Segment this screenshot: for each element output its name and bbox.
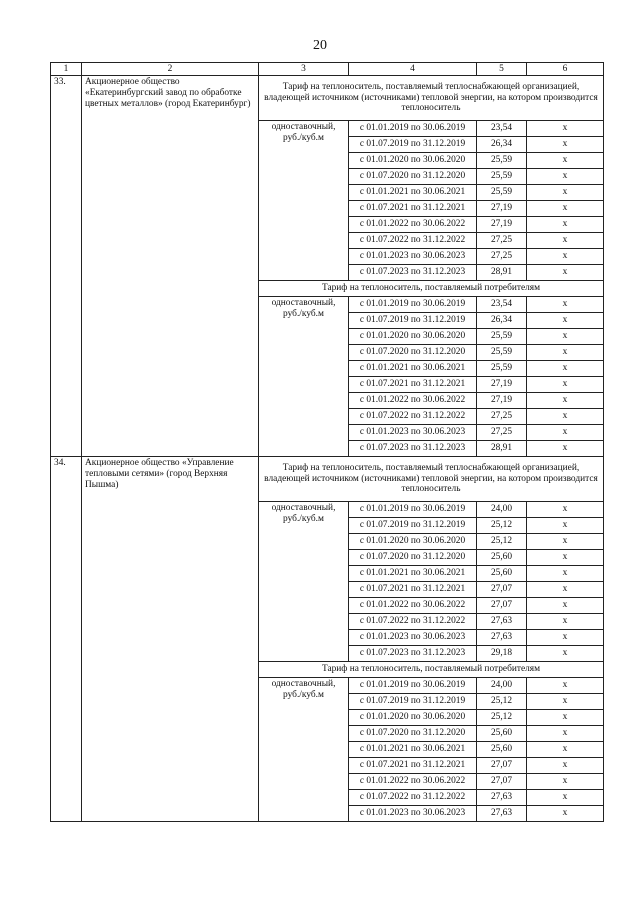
tariff-extra: х <box>527 425 604 441</box>
tariff-period: с 01.07.2020 по 31.12.2020 <box>349 345 477 361</box>
tariff-extra: х <box>527 441 604 457</box>
tariff-period: с 01.07.2019 по 31.12.2019 <box>349 137 477 153</box>
tariff-value: 27,07 <box>477 598 527 614</box>
tariff-value: 27,63 <box>477 790 527 806</box>
column-number: 1 <box>51 63 82 76</box>
tariff-period: с 01.01.2023 по 30.06.2023 <box>349 425 477 441</box>
tariff-value: 27,25 <box>477 409 527 425</box>
page-number: 20 <box>313 38 327 53</box>
tariff-period: с 01.07.2023 по 31.12.2023 <box>349 441 477 457</box>
tariff-extra: х <box>527 582 604 598</box>
tariff-value: 27,19 <box>477 377 527 393</box>
tariff-period: с 01.01.2022 по 30.06.2022 <box>349 774 477 790</box>
tariff-value: 25,12 <box>477 710 527 726</box>
tariff-value: 25,12 <box>477 518 527 534</box>
tariff-extra: х <box>527 329 604 345</box>
tariff-extra: х <box>527 393 604 409</box>
tariff-unit: одноставочный, руб./куб.м <box>259 678 349 822</box>
tariff-extra: х <box>527 646 604 662</box>
tariff-value: 25,59 <box>477 153 527 169</box>
tariff-extra: х <box>527 169 604 185</box>
column-number: 3 <box>259 63 349 76</box>
tariff-value: 24,00 <box>477 502 527 518</box>
tariff-period: с 01.07.2020 по 31.12.2020 <box>349 726 477 742</box>
tariff-period: с 01.01.2021 по 30.06.2021 <box>349 185 477 201</box>
tariff-period: с 01.07.2021 по 31.12.2021 <box>349 758 477 774</box>
tariff-period: с 01.01.2020 по 30.06.2020 <box>349 329 477 345</box>
tariff-period: с 01.07.2023 по 31.12.2023 <box>349 646 477 662</box>
tariff-extra: х <box>527 550 604 566</box>
tariff-period: с 01.01.2021 по 30.06.2021 <box>349 566 477 582</box>
tariff-extra: х <box>527 153 604 169</box>
tariff-period: с 01.01.2020 по 30.06.2020 <box>349 710 477 726</box>
tariff-period: с 01.01.2021 по 30.06.2021 <box>349 742 477 758</box>
tariff-value: 26,34 <box>477 137 527 153</box>
tariff-value: 27,19 <box>477 393 527 409</box>
entry-number: 34. <box>51 457 82 822</box>
tariff-period: с 01.01.2019 по 30.06.2019 <box>349 297 477 313</box>
tariff-period: с 01.01.2019 по 30.06.2019 <box>349 502 477 518</box>
tariff-value: 25,12 <box>477 534 527 550</box>
tariff-value: 27,19 <box>477 217 527 233</box>
tariff-extra: х <box>527 313 604 329</box>
tariff-value: 27,63 <box>477 614 527 630</box>
tariff-value: 26,34 <box>477 313 527 329</box>
tariff-period: с 01.07.2020 по 31.12.2020 <box>349 550 477 566</box>
tariff-period: с 01.01.2022 по 30.06.2022 <box>349 598 477 614</box>
section-title: Тариф на теплоноситель, поставляемый теплоснабжающей организацией, владеющей источником (источниками) тепловой энергии, на котором производится теплоноситель <box>259 457 604 502</box>
tariff-value: 25,59 <box>477 345 527 361</box>
tariff-value: 25,12 <box>477 694 527 710</box>
column-number: 6 <box>527 63 604 76</box>
tariff-extra: х <box>527 678 604 694</box>
tariff-period: с 01.01.2023 по 30.06.2023 <box>349 806 477 822</box>
tariff-period: с 01.01.2020 по 30.06.2020 <box>349 534 477 550</box>
tariff-period: с 01.07.2019 по 31.12.2019 <box>349 313 477 329</box>
tariff-value: 27,07 <box>477 774 527 790</box>
column-number: 5 <box>477 63 527 76</box>
tariff-extra: х <box>527 502 604 518</box>
tariff-value: 25,59 <box>477 169 527 185</box>
tariff-period: с 01.07.2022 по 31.12.2022 <box>349 409 477 425</box>
tariff-extra: х <box>527 377 604 393</box>
tariff-extra: х <box>527 614 604 630</box>
tariff-value: 25,60 <box>477 742 527 758</box>
tariff-period: с 01.07.2021 по 31.12.2021 <box>349 201 477 217</box>
tariff-period: с 01.01.2019 по 30.06.2019 <box>349 121 477 137</box>
tariff-extra: х <box>527 361 604 377</box>
tariff-period: с 01.01.2023 по 30.06.2023 <box>349 630 477 646</box>
tariff-table <box>50 62 604 822</box>
tariff-value: 27,07 <box>477 582 527 598</box>
tariff-period: с 01.01.2021 по 30.06.2021 <box>349 361 477 377</box>
tariff-extra: х <box>527 265 604 281</box>
tariff-extra: х <box>527 137 604 153</box>
section-title: Тариф на теплоноситель, поставляемый теплоснабжающей организацией, владеющей источником (источниками) тепловой энергии, на котором производится теплоноситель <box>259 76 604 121</box>
tariff-extra: х <box>527 806 604 822</box>
tariff-extra: х <box>527 249 604 265</box>
tariff-period: с 01.07.2021 по 31.12.2021 <box>349 377 477 393</box>
tariff-period: с 01.01.2022 по 30.06.2022 <box>349 393 477 409</box>
tariff-value: 27,25 <box>477 249 527 265</box>
tariff-extra: х <box>527 758 604 774</box>
tariff-value: 25,60 <box>477 550 527 566</box>
tariff-extra: х <box>527 233 604 249</box>
tariff-extra: х <box>527 345 604 361</box>
tariff-value: 28,91 <box>477 265 527 281</box>
tariff-unit: одноставочный, руб./куб.м <box>259 121 349 281</box>
tariff-period: с 01.01.2020 по 30.06.2020 <box>349 153 477 169</box>
organization-name: Акционерное общество «Управление тепловыми сетями» (город Верхняя Пышма) <box>82 457 259 822</box>
tariff-value: 27,25 <box>477 425 527 441</box>
tariff-extra: х <box>527 710 604 726</box>
tariff-table-body <box>51 63 604 822</box>
tariff-value: 27,07 <box>477 758 527 774</box>
tariff-extra: х <box>527 409 604 425</box>
tariff-period: с 01.07.2022 по 31.12.2022 <box>349 233 477 249</box>
tariff-period: с 01.07.2019 по 31.12.2019 <box>349 518 477 534</box>
tariff-extra: х <box>527 534 604 550</box>
tariff-period: с 01.01.2022 по 30.06.2022 <box>349 217 477 233</box>
tariff-period: с 01.07.2020 по 31.12.2020 <box>349 169 477 185</box>
entry-number: 33. <box>51 76 82 457</box>
tariff-period: с 01.01.2019 по 30.06.2019 <box>349 678 477 694</box>
tariff-extra: х <box>527 566 604 582</box>
column-number: 2 <box>82 63 259 76</box>
tariff-value: 25,60 <box>477 726 527 742</box>
tariff-extra: х <box>527 297 604 313</box>
tariff-value: 23,54 <box>477 297 527 313</box>
tariff-extra: х <box>527 630 604 646</box>
tariff-value: 27,25 <box>477 233 527 249</box>
tariff-value: 23,54 <box>477 121 527 137</box>
tariff-value: 27,63 <box>477 630 527 646</box>
tariff-value: 25,59 <box>477 185 527 201</box>
tariff-period: с 01.07.2021 по 31.12.2021 <box>349 582 477 598</box>
tariff-value: 29,18 <box>477 646 527 662</box>
organization-name: Акционерное общество «Екатеринбургский завод по обработке цветных металлов» (город Екатеринбург) <box>82 76 259 457</box>
column-number-row <box>51 63 604 76</box>
tariff-period: с 01.01.2023 по 30.06.2023 <box>349 249 477 265</box>
tariff-extra: х <box>527 217 604 233</box>
tariff-extra: х <box>527 121 604 137</box>
tariff-value: 25,60 <box>477 566 527 582</box>
tariff-extra: х <box>527 598 604 614</box>
column-number: 4 <box>349 63 477 76</box>
tariff-value: 24,00 <box>477 678 527 694</box>
tariff-unit: одноставочный, руб./куб.м <box>259 502 349 662</box>
tariff-extra: х <box>527 201 604 217</box>
tariff-unit: одноставочный, руб./куб.м <box>259 297 349 457</box>
tariff-extra: х <box>527 518 604 534</box>
tariff-extra: х <box>527 774 604 790</box>
section-title: Тариф на теплоноситель, поставляемый потребителям <box>259 662 604 678</box>
tariff-period: с 01.07.2022 по 31.12.2022 <box>349 790 477 806</box>
section-title-row <box>51 76 604 121</box>
tariff-extra: х <box>527 790 604 806</box>
tariff-period: с 01.07.2019 по 31.12.2019 <box>349 694 477 710</box>
tariff-value: 27,19 <box>477 201 527 217</box>
tariff-period: с 01.07.2022 по 31.12.2022 <box>349 614 477 630</box>
tariff-extra: х <box>527 185 604 201</box>
tariff-extra: х <box>527 726 604 742</box>
tariff-value: 28,91 <box>477 441 527 457</box>
tariff-value: 25,59 <box>477 329 527 345</box>
section-title: Тариф на теплоноситель, поставляемый потребителям <box>259 281 604 297</box>
section-title-row <box>51 457 604 502</box>
tariff-value: 27,63 <box>477 806 527 822</box>
tariff-value: 25,59 <box>477 361 527 377</box>
tariff-extra: х <box>527 694 604 710</box>
tariff-extra: х <box>527 742 604 758</box>
tariff-period: с 01.07.2023 по 31.12.2023 <box>349 265 477 281</box>
